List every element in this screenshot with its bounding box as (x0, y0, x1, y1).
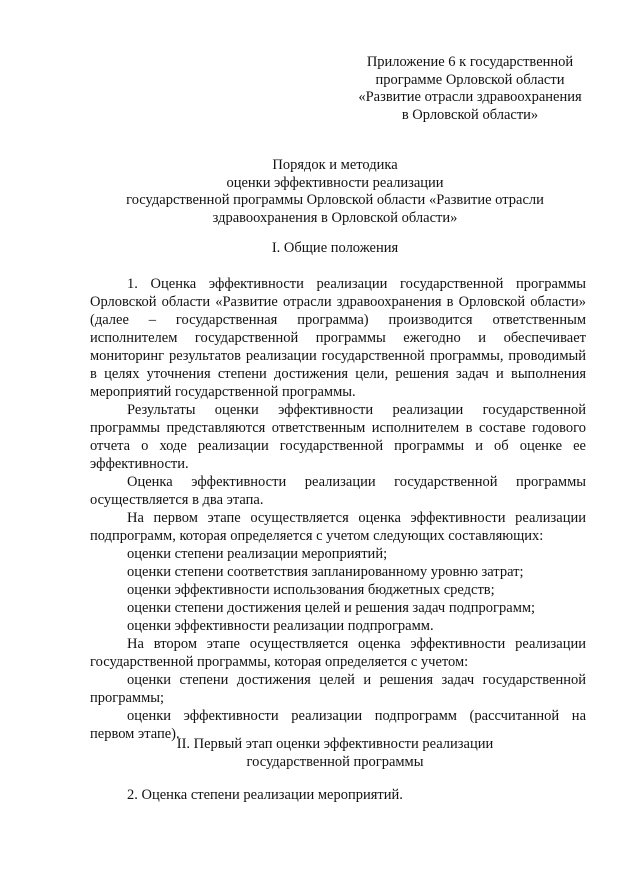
paragraph: 1. Оценка эффективности реализации государственной программы Орловской области «Развитие отрасли здравоохранения в Орловской области» (далее – государственная программа) производится ответственным исполнителем государственной программы ежегодно и обеспечивает мониторинг результатов реализации государственной программы, проводимый в целях уточнения степени достижения цели, решения задач и выполнения мероприятий государственной программы. (90, 276, 586, 400)
section-2-heading-line: II. Первый этап оценки эффективности реализации (176, 736, 494, 752)
section-2-heading (90, 736, 580, 771)
appendix-line: Приложение 6 к государственной (366, 54, 574, 70)
appendix-line: в Орловской области» (401, 106, 539, 123)
title-line: оценки эффективности реализации (226, 174, 444, 191)
title-line: Порядок и методика (272, 157, 398, 173)
appendix-line: «Развитие отрасли здравоохранения (358, 89, 582, 105)
list-item: оценки эффективности использования бюджетных средств; (127, 582, 495, 598)
list-item: оценки степени достижения целей и решения задач подпрограмм; (127, 600, 536, 616)
paragraph: Оценка эффективности реализации государственной программы осуществляется в два этапа. (90, 474, 586, 508)
point-2-text: 2. Оценка степени реализации мероприятий. (127, 787, 403, 803)
list-item: оценки эффективности реализации подпрограмм. (127, 618, 434, 634)
list-item: оценки эффективности реализации подпрограмм (рассчитанной на первом этапе). (90, 708, 586, 742)
section-1-heading-text: I. Общие положения (271, 240, 399, 256)
appendix-line: программе Орловской области (375, 71, 565, 88)
title-line: государственной программы Орловской области «Развитие отрасли (126, 192, 544, 208)
paragraph: Результаты оценки эффективности реализации государственной программы представляются ответственным исполнителем в составе годового отчета о ходе реализации государственной программы и об оценке ее эффективности. (90, 402, 586, 472)
paragraph: На первом этапе осуществляется оценка эффективности реализации подпрограмм, которая определяется с учетом следующих составляющих: (90, 510, 586, 544)
section-1-heading (90, 240, 580, 258)
appendix-note (340, 54, 600, 124)
list-item: оценки степени реализации мероприятий; (127, 546, 388, 562)
title-line: здравоохранения в Орловской области» (212, 209, 458, 226)
document-title (90, 157, 580, 227)
list-item: оценки степени соответствия запланированному уровню затрат; (127, 564, 524, 580)
list-item: оценки степени достижения целей и решения задач государственной программы; (90, 672, 586, 706)
paragraph: На втором этапе осуществляется оценка эффективности реализации государственной программы, которая определяется с учетом: (90, 636, 586, 670)
section-2-heading-line: государственной программы (246, 753, 424, 770)
section-1-body (90, 275, 586, 743)
